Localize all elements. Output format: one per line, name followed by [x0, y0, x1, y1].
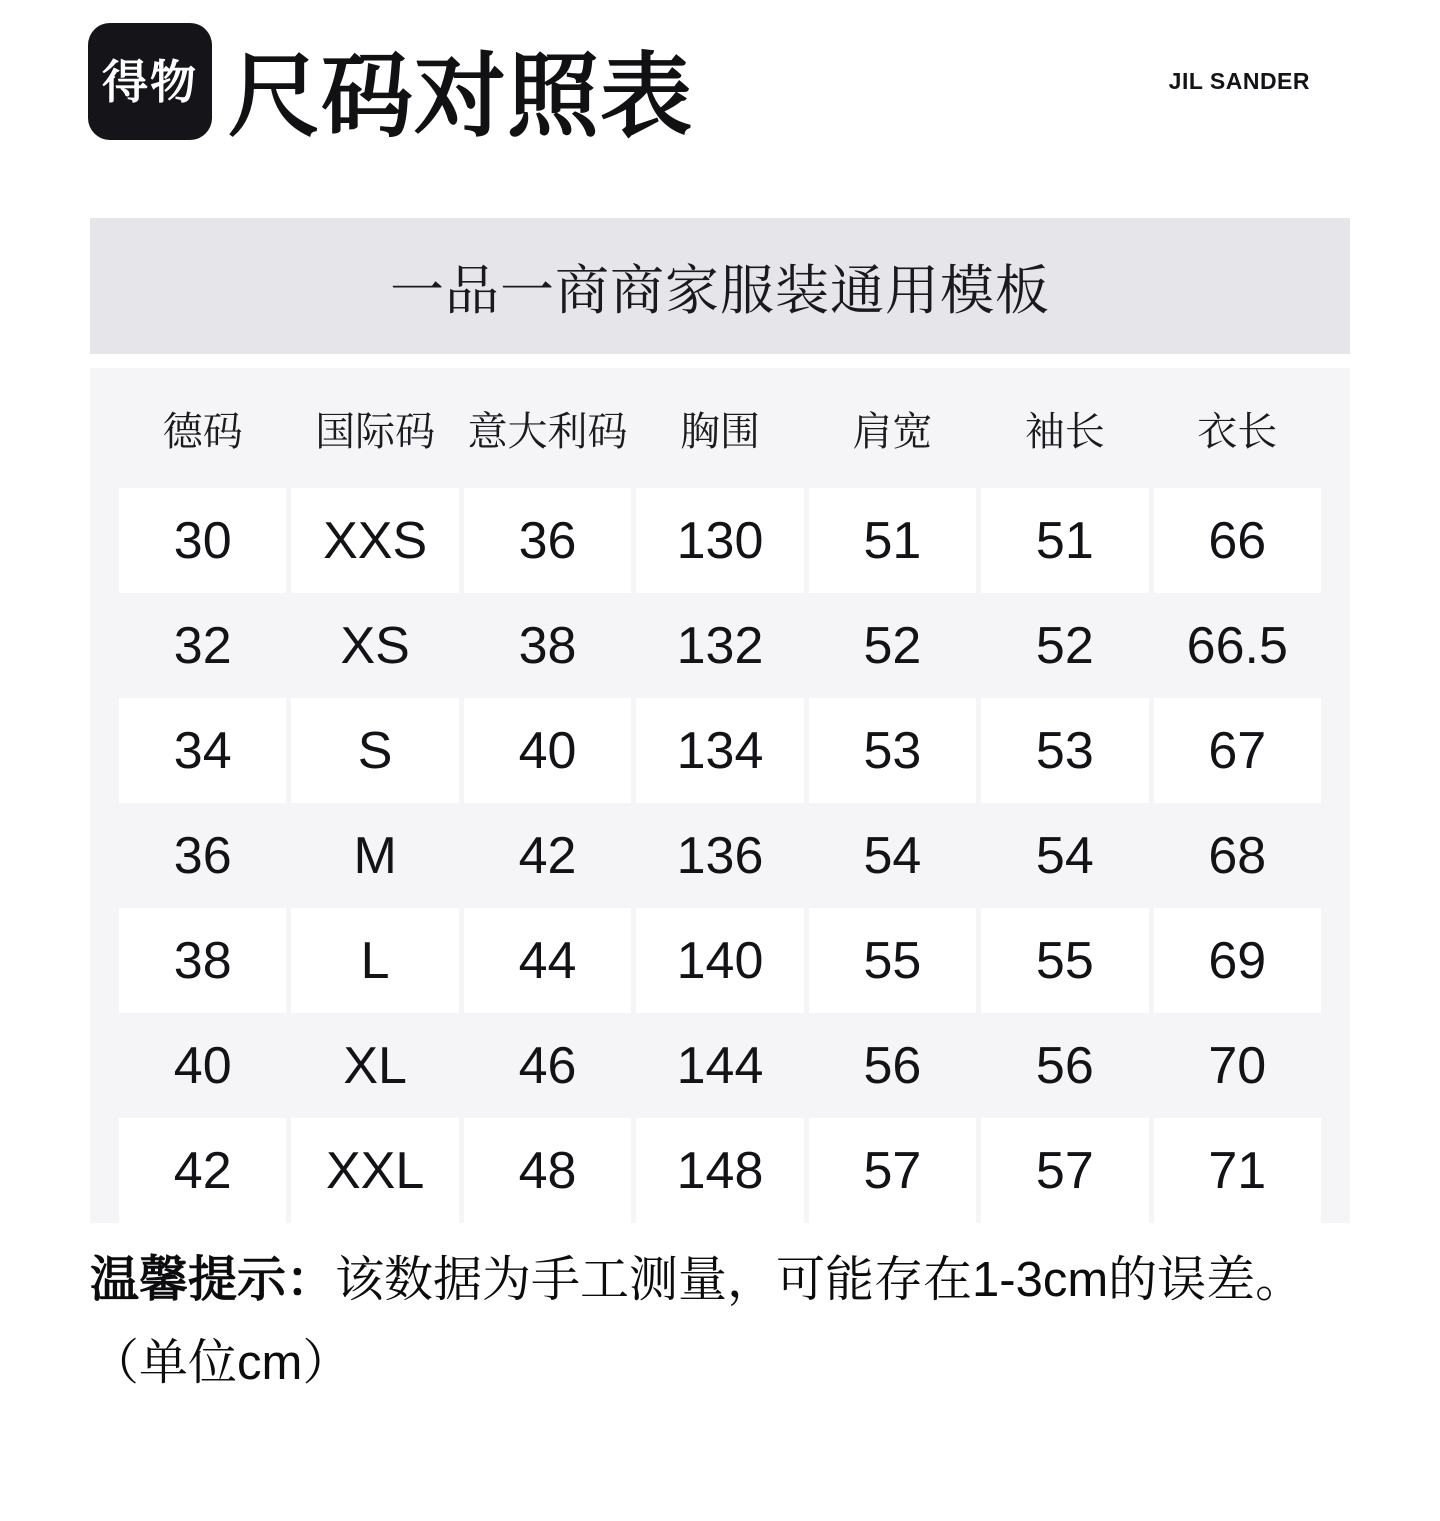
table-cell: 38 [119, 908, 286, 1013]
table-header-row [119, 368, 1321, 488]
table-cell: 132 [676, 616, 764, 675]
table-cell: S [291, 698, 458, 803]
table-cell: 54 [863, 826, 922, 885]
dewu-logo [88, 23, 212, 140]
table-cell: 36 [173, 826, 232, 885]
table-cell: XXL [291, 1118, 458, 1223]
template-banner [90, 218, 1350, 354]
table-cell: 42 [518, 826, 577, 885]
column-header-chest: 胸围 [679, 409, 760, 454]
table-row [119, 1118, 1321, 1223]
table-cell: 40 [464, 698, 631, 803]
table-cell: 56 [863, 1036, 922, 1095]
table-cell: 32 [173, 616, 232, 675]
brand-logo: JIL SANDER [1168, 68, 1310, 94]
table-cell: 34 [119, 698, 286, 803]
table-cell: 148 [636, 1118, 803, 1223]
table-cell: 55 [981, 908, 1148, 1013]
table-cell: 68 [1208, 826, 1267, 885]
unit-note: （单位cm） [90, 1336, 352, 1390]
template-banner-title: 一品一商商家服装通用模板 [390, 260, 1050, 321]
table-cell: 54 [1035, 826, 1094, 885]
table-cell: 66.5 [1186, 616, 1288, 675]
size-table [90, 368, 1350, 1223]
column-header-shoulder: 肩宽 [852, 409, 933, 454]
table-row [119, 593, 1321, 698]
column-header-sleeve: 袖长 [1024, 409, 1105, 454]
table-cell: 134 [636, 698, 803, 803]
table-cell: 40 [173, 1036, 232, 1095]
table-row [119, 698, 1321, 803]
table-cell: 144 [676, 1036, 764, 1095]
table-cell: XXS [291, 488, 458, 593]
tip-text: 该数据为手工测量，可能存在1-3cm的误差。 [335, 1253, 1305, 1307]
dewu-logo-text: 得物 [102, 55, 198, 108]
table-cell: 136 [676, 826, 764, 885]
table-cell: 67 [1154, 698, 1321, 803]
table-cell: 36 [464, 488, 631, 593]
table-row [119, 908, 1321, 1013]
table-cell: 53 [981, 698, 1148, 803]
table-cell: M [353, 826, 397, 885]
header [0, 0, 1440, 218]
table-cell: L [291, 908, 458, 1013]
table-cell: 42 [119, 1118, 286, 1223]
table-row [119, 1013, 1321, 1118]
column-header-intl-size: 国际码 [315, 409, 436, 454]
column-header-de-size: 德码 [162, 409, 243, 454]
column-header-length: 衣长 [1197, 409, 1278, 454]
page-title: 尺码对照表 [228, 46, 694, 148]
table-row [119, 803, 1321, 908]
table-cell: 57 [981, 1118, 1148, 1223]
table-cell: 57 [809, 1118, 976, 1223]
table-cell: XS [340, 616, 410, 675]
table-cell: 69 [1154, 908, 1321, 1013]
table-row [119, 488, 1321, 593]
table-cell: 56 [1035, 1036, 1094, 1095]
table-cell: 51 [809, 488, 976, 593]
table-cell: 70 [1208, 1036, 1267, 1095]
table-cell: 130 [636, 488, 803, 593]
table-cell: XL [343, 1036, 407, 1095]
table-cell: 48 [464, 1118, 631, 1223]
tip-label: 温馨提示： [90, 1253, 336, 1307]
table-cell: 140 [636, 908, 803, 1013]
table-cell: 71 [1154, 1118, 1321, 1223]
table-cell: 52 [863, 616, 922, 675]
table-cell: 66 [1154, 488, 1321, 593]
footer-note [90, 1249, 1350, 1393]
table-cell: 46 [518, 1036, 577, 1095]
table-cell: 38 [518, 616, 577, 675]
table-cell: 55 [809, 908, 976, 1013]
measurement-tip [90, 1249, 1350, 1311]
table-cell: 52 [1035, 616, 1094, 675]
column-header-it-size: 意大利码 [467, 409, 628, 454]
table-cell: 44 [464, 908, 631, 1013]
table-cell: 30 [119, 488, 286, 593]
table-cell: 51 [981, 488, 1148, 593]
table-cell: 53 [809, 698, 976, 803]
